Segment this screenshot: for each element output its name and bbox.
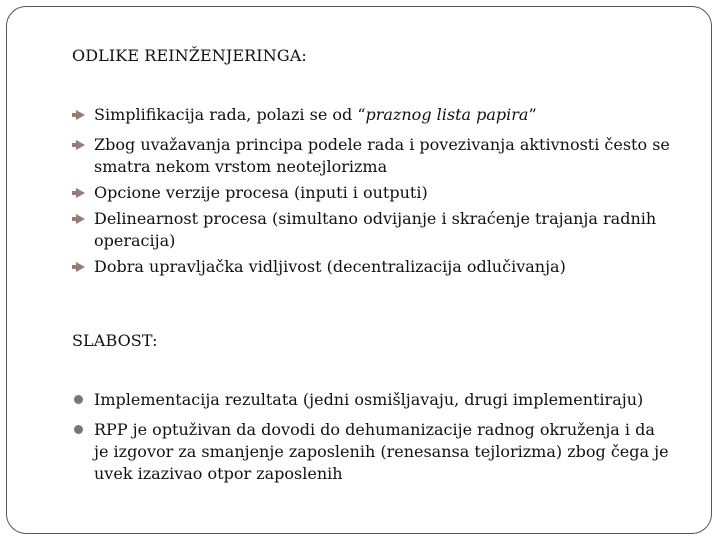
item-emphasis: praznog lista papira bbox=[365, 105, 529, 124]
arrow-bullet-icon bbox=[72, 256, 90, 278]
section-title-slabost: SLABOST: bbox=[72, 331, 158, 350]
arrow-bullet-icon bbox=[72, 208, 90, 230]
list-item bbox=[72, 104, 672, 126]
item-text: Zbog uvažavanja principa podele rada i povezivanja aktivnosti često se smatra nekom vrstom neotejlorizma bbox=[94, 135, 670, 176]
section-title-odlike: ODLIKE REINŽENJERINGA: bbox=[72, 46, 307, 65]
arrow-bullet-icon bbox=[72, 104, 90, 126]
item-text-end: ” bbox=[528, 105, 537, 124]
item-text: Delinearnost procesa (simultano odvijanje i skraćenje trajanja radnih operacija) bbox=[94, 209, 657, 250]
item-text: Dobra upravljačka vidljivost (decentralizacija odlučivanja) bbox=[94, 257, 566, 276]
list-item bbox=[72, 182, 672, 204]
item-text: Simplifikacija rada, polazi se od “ bbox=[94, 105, 366, 124]
arrow-bullet-icon bbox=[72, 182, 90, 204]
list-item bbox=[72, 134, 672, 178]
arrow-bullet-icon bbox=[72, 134, 90, 156]
list-item bbox=[72, 256, 672, 278]
item-text: Opcione verzije procesa (inputi i outputi) bbox=[94, 183, 428, 202]
item-text: RPP je optuživan da dovodi do dehumanizacije radnog okruženja i da je izgovor za smanjenje zaposlenih (renesansa tejlorizma) zbog čega je uvek izazivao otpor zaposlenih bbox=[94, 420, 669, 483]
dot-bullet-icon bbox=[72, 389, 90, 411]
item-text: Implementacija rezultata (jedni osmišljavaju, drugi implementiraju) bbox=[94, 390, 644, 409]
list-item bbox=[72, 419, 672, 485]
list-item bbox=[72, 389, 672, 411]
dot-bullet-icon bbox=[72, 419, 90, 441]
slabost-list bbox=[72, 389, 672, 485]
odlike-list bbox=[72, 104, 672, 278]
list-item bbox=[72, 208, 672, 252]
